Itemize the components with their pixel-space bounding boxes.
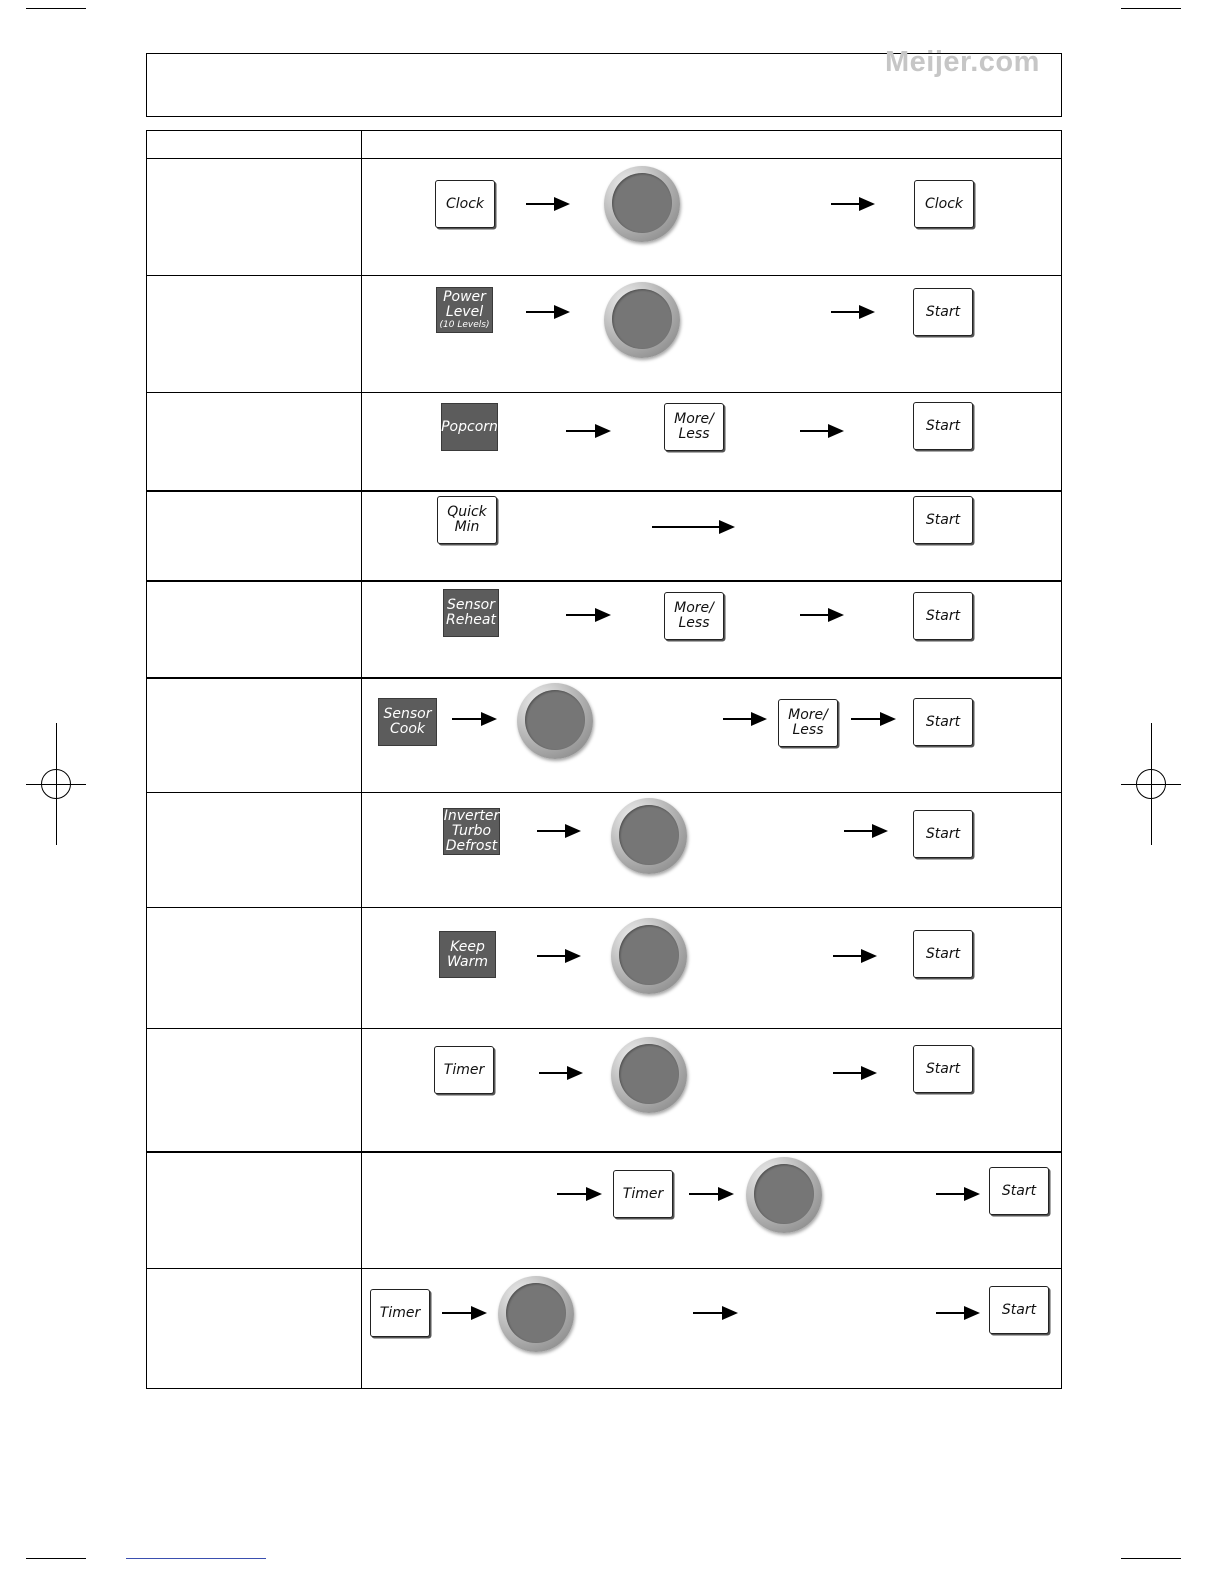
- start-key: [913, 930, 973, 978]
- key-label: Timer: [443, 1061, 485, 1078]
- key-label: Start: [925, 945, 961, 962]
- key-label: Clock: [445, 195, 485, 212]
- crop-mark-bottom-left: [26, 1558, 86, 1559]
- quick-min-key: [437, 496, 497, 544]
- key-label: More/: [674, 600, 714, 616]
- key-label: Inverter: [443, 808, 500, 824]
- sensor-reheat-key: [443, 589, 499, 637]
- timer-key: [434, 1046, 494, 1094]
- right-arrow-icon: [800, 608, 844, 622]
- clock-key: [914, 180, 974, 228]
- right-arrow-icon: [566, 608, 611, 622]
- key-label: Start: [925, 511, 961, 528]
- table-row-divider: [146, 907, 1062, 908]
- key-label: Start: [925, 607, 961, 624]
- key-label: Power: [443, 288, 486, 305]
- key-label: More/: [788, 707, 828, 723]
- dial-knob-icon: [604, 166, 680, 242]
- table-row-divider: [146, 792, 1062, 793]
- key-label: Defrost: [445, 838, 498, 854]
- key-sublabel: (10 Levels): [439, 319, 490, 330]
- watermark: Meijer.com: [885, 46, 1040, 78]
- right-arrow-icon: [693, 1306, 738, 1320]
- start-key: [913, 810, 973, 858]
- right-arrow-icon: [831, 197, 875, 211]
- key-label: Less: [678, 426, 710, 442]
- power-level-key: [436, 287, 493, 333]
- key-label: Start: [925, 1060, 961, 1077]
- key-label: Less: [678, 615, 710, 631]
- crop-mark-top-left: [26, 8, 86, 9]
- dial-knob-icon: [517, 683, 593, 759]
- keep-warm-key: [439, 931, 496, 978]
- table-row-divider: [146, 1028, 1062, 1029]
- dial-knob-icon: [498, 1276, 574, 1352]
- key-label: Sensor: [447, 597, 495, 613]
- key-label: Level: [445, 303, 484, 320]
- start-key: [913, 496, 973, 544]
- key-label: Warm: [446, 953, 489, 970]
- right-arrow-icon: [833, 949, 877, 963]
- table-row-divider: [146, 490, 1062, 492]
- key-label: Start: [925, 825, 961, 842]
- dial-knob-icon: [746, 1157, 822, 1233]
- right-arrow-icon: [566, 424, 611, 438]
- table-row-divider: [146, 1268, 1062, 1269]
- table-row-divider: [146, 275, 1062, 276]
- dial-knob-icon: [604, 282, 680, 358]
- key-label: Sensor: [383, 706, 432, 722]
- key-label: Popcorn: [441, 418, 498, 435]
- start-key: [913, 592, 973, 640]
- table-row-divider: [146, 158, 1062, 159]
- table-row-divider: [146, 1151, 1062, 1153]
- timer-key: [613, 1170, 673, 1218]
- table-row-divider: [146, 580, 1062, 582]
- right-arrow-icon: [844, 824, 888, 838]
- right-arrow-icon: [936, 1187, 980, 1201]
- more-less-key: [778, 699, 838, 747]
- key-label: Clock: [924, 195, 964, 212]
- key-label: Start: [925, 303, 961, 320]
- right-arrow-icon: [936, 1306, 980, 1320]
- more-less-key: [664, 592, 724, 640]
- right-arrow-icon: [689, 1187, 734, 1201]
- right-arrow-icon: [452, 712, 497, 726]
- inverter-turbo-defrost-key: [443, 808, 500, 855]
- right-arrow-icon: [537, 949, 581, 963]
- key-label: Cook: [389, 721, 425, 737]
- key-label: Reheat: [446, 612, 496, 628]
- crop-mark-bottom-blue: [126, 1558, 266, 1559]
- start-key: [913, 402, 973, 450]
- right-arrow-icon: [526, 197, 570, 211]
- column-divider: [361, 130, 362, 1389]
- right-arrow-icon: [833, 1066, 877, 1080]
- right-arrow-icon: [800, 424, 844, 438]
- dial-knob-icon: [611, 798, 687, 874]
- start-key: [989, 1167, 1049, 1215]
- right-arrow-icon: [442, 1306, 487, 1320]
- key-label: Min: [454, 519, 480, 535]
- sensor-cook-key: [378, 698, 437, 746]
- key-label: Timer: [379, 1304, 421, 1321]
- more-less-key: [664, 403, 724, 451]
- popcorn-key: [441, 403, 498, 451]
- dial-knob-icon: [611, 1037, 687, 1113]
- timer-key: [370, 1289, 430, 1337]
- start-key: [913, 1045, 973, 1093]
- right-arrow-icon: [831, 305, 875, 319]
- right-arrow-icon: [539, 1066, 583, 1080]
- table-row-divider: [146, 392, 1062, 393]
- key-label: Keep: [450, 938, 485, 955]
- table-row-divider: [146, 677, 1062, 679]
- key-label: Start: [925, 713, 961, 730]
- key-label: More/: [674, 411, 714, 427]
- start-key: [913, 698, 973, 746]
- right-arrow-icon: [851, 712, 896, 726]
- right-arrow-icon: [723, 712, 767, 726]
- right-arrow-icon: [526, 305, 570, 319]
- crop-mark-top-right: [1121, 8, 1181, 9]
- right-arrow-icon: [652, 520, 735, 534]
- key-label: Quick: [447, 504, 487, 520]
- key-label: Start: [925, 417, 961, 434]
- crop-mark-bottom-right: [1121, 1558, 1181, 1559]
- key-label: Less: [792, 722, 824, 738]
- start-key: [989, 1286, 1049, 1334]
- key-label: Timer: [622, 1185, 664, 1202]
- key-label: Start: [1001, 1301, 1037, 1318]
- key-label: Start: [1001, 1182, 1037, 1199]
- right-arrow-icon: [557, 1187, 602, 1201]
- start-key: [913, 288, 973, 336]
- clock-key: [435, 180, 495, 228]
- dial-knob-icon: [611, 918, 687, 994]
- key-label: Turbo: [451, 823, 492, 839]
- right-arrow-icon: [537, 824, 581, 838]
